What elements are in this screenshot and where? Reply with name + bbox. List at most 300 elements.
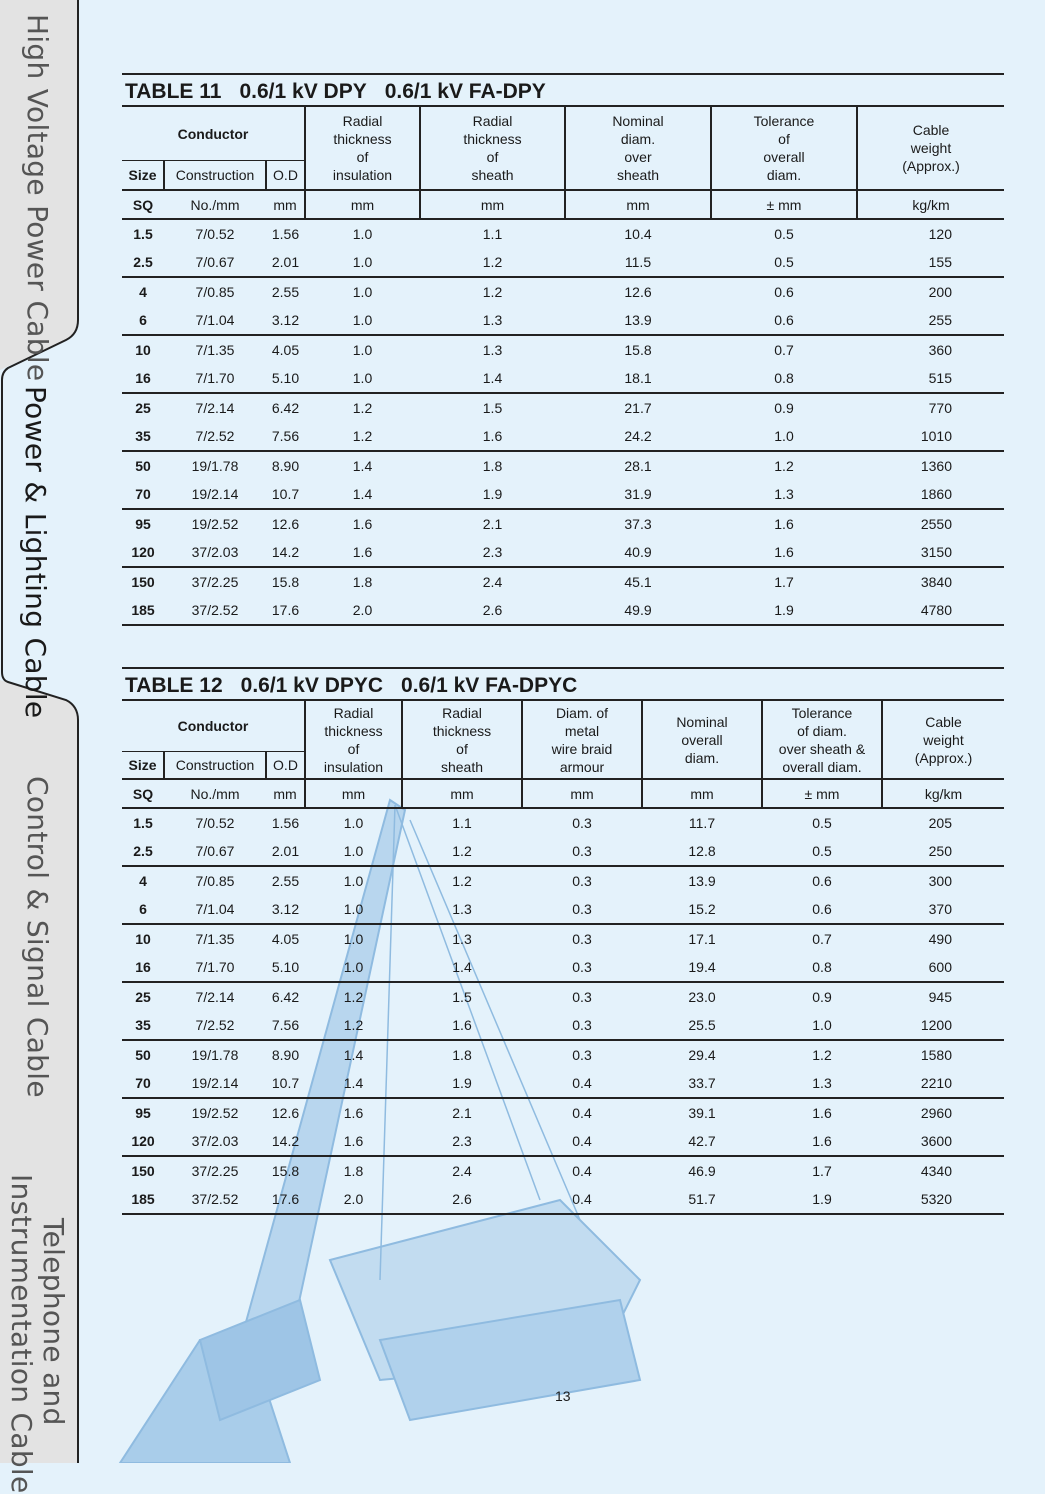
unit-tolerance: ± mm [762,779,882,808]
cell-size: 1.5 [133,815,153,831]
table-12-number: TABLE 12 [125,674,223,697]
unit-sq: SQ [122,779,164,808]
table-cell: 1.5 [452,989,472,1005]
cell-size: 10 [135,342,151,358]
cell-size: 150 [131,574,155,590]
col-tolerance-l3: over sheath & [778,740,866,757]
col-armour-l4: armour [559,758,605,775]
table-cell: 0.3 [572,815,592,831]
table-cell: 1.0 [711,422,857,451]
table-cell: 18.1 [565,364,711,393]
table-cell: 0.8 [711,364,857,393]
col-nominal-l3: diam. [684,749,720,766]
table-cell: 1580 [920,1047,952,1063]
table-row [122,277,1004,306]
table-cell: 49.9 [565,596,711,625]
table-cell: 51.7 [642,1185,762,1214]
col-conductor: Conductor [177,125,249,142]
table-cell: 770 [928,400,952,416]
cell-size: 4 [139,284,147,300]
table-row [122,480,1004,509]
table-cell: 1.56 [271,226,300,242]
table-cell: 0.5 [774,226,794,242]
cell-size: 35 [122,422,164,451]
table-cell: 29.4 [688,1047,716,1063]
col-sheath [402,701,522,779]
table-cell: 945 [928,989,952,1005]
table-cell: 0.3 [572,1047,592,1063]
table-cell: 0.4 [522,1127,642,1156]
table-cell: 7/1.04 [164,306,266,335]
table-cell: 2.55 [271,873,300,889]
table-cell: 0.3 [572,873,592,889]
table-cell: 37/2.52 [164,596,266,625]
table-cell: 7/0.52 [195,815,235,831]
table-row [122,1011,1004,1040]
table-cell: 1.3 [402,895,522,924]
table-cell: 23.0 [688,989,716,1005]
table-cell: 2.55 [271,284,300,300]
table-cell: 3.12 [266,895,305,924]
table-cell: 1.4 [402,953,522,982]
table-cell: 1.6 [420,422,565,451]
table-cell: 1.2 [343,989,364,1005]
table-row [122,837,1004,866]
table-cell: 1.0 [352,342,373,358]
table-cell: 7/0.85 [195,284,235,300]
table-12-section [122,667,1004,1215]
table-cell: 19/2.14 [164,1069,266,1098]
table-cell: 370 [882,895,1004,924]
table-cell: 2.01 [266,248,305,277]
table-cell: 1.3 [762,1069,882,1098]
table-cell: 0.4 [522,1069,642,1098]
table-cell: 1.8 [482,458,503,474]
cell-size: 95 [135,1105,151,1121]
table-cell: 14.2 [266,538,305,567]
unit-weight: kg/km [857,190,1004,219]
unit-sheath: mm [420,190,565,219]
table-cell: 2.1 [452,1105,472,1121]
table-cell: 1.1 [452,815,472,831]
table-cell: 24.2 [565,422,711,451]
col-nominal-l4: sheath [616,167,660,183]
col-tolerance-l3: overall [763,149,805,165]
table-cell: 250 [882,837,1004,866]
unit-sheath: mm [402,779,522,808]
table-cell: 0.5 [812,815,832,831]
table-cell: 120 [928,226,952,242]
table-cell: 2.4 [482,574,503,590]
cell-size: 185 [122,1185,164,1214]
cell-size: 16 [122,953,164,982]
table-cell: 5320 [882,1185,1004,1214]
table-cell: 2.0 [305,1185,402,1214]
unit-nominal: mm [642,779,762,808]
col-insulation-l4: insulation [323,758,384,775]
cell-size: 150 [131,1163,155,1179]
table-cell: 7/0.67 [164,248,266,277]
col-sheath-l2: thickness [432,722,492,739]
table-cell: 3.12 [266,306,305,335]
table-cell: 1.2 [812,1047,832,1063]
table-row [122,248,1004,277]
table-cell: 0.4 [572,1163,592,1179]
table-cell: 12.6 [624,284,652,300]
table-row [122,509,1004,538]
table-cell: 1.4 [305,1069,402,1098]
table-cell: 10.7 [266,480,305,509]
table-cell: 1.1 [482,226,503,242]
table-cell: 5.10 [266,364,305,393]
table-cell: 1.6 [711,538,857,567]
table-cell: 7/0.67 [164,837,266,866]
table-cell: 0.3 [572,931,592,947]
table-cell: 1.2 [402,837,522,866]
col-sheath-l1: Radial [472,113,513,129]
table-cell: 1010 [857,422,1004,451]
table-cell: 1.4 [305,480,420,509]
table-cell: 2.01 [266,837,305,866]
table-cell: 1.3 [452,931,472,947]
table-cell: 0.5 [762,837,882,866]
table-cell: 1.9 [762,1185,882,1214]
table-cell: 0.3 [572,989,592,1005]
table-row [122,982,1004,1011]
cell-size: 70 [122,480,164,509]
cell-size: 2.5 [122,248,164,277]
cell-size: 16 [122,364,164,393]
table-cell: 200 [928,284,952,300]
col-nominal-l3: over [624,149,652,165]
table-cell: 1.6 [343,1105,364,1121]
page-number: 13 [555,1388,571,1404]
table-cell: 0.3 [522,837,642,866]
table-cell: 1.0 [305,837,402,866]
table-cell: 1.7 [774,574,794,590]
col-size: Size [122,161,164,191]
table-cell: 1.0 [305,248,420,277]
section-sidebar [0,0,80,1494]
table-cell: 19/2.52 [191,516,239,532]
table-12-body [122,808,1004,1214]
cell-size: 120 [122,538,164,567]
tab-power-lighting-cable[interactable]: Power & Lighting Cable [19,386,52,719]
table-row [122,1185,1004,1214]
table-cell: 1.0 [352,284,373,300]
table-cell: 1.2 [305,1011,402,1040]
cell-size: 1.5 [133,226,153,242]
col-sheath-l4: sheath [440,758,484,775]
col-od: O.D [266,752,305,780]
table-cell: 46.9 [688,1163,716,1179]
table-cell: 17.6 [266,1185,305,1214]
col-tolerance-l4: overall diam. [782,758,862,775]
table-cell: 13.9 [565,306,711,335]
table-row [122,451,1004,480]
cell-size: 6 [122,895,164,924]
col-weight-l2: weight [910,140,952,156]
table-cell: 19/1.78 [191,1047,239,1063]
col-weight-l3: (Approx.) [914,749,973,766]
table-cell: 12.8 [642,837,762,866]
table-cell: 2210 [882,1069,1004,1098]
table-cell: 1.8 [352,574,373,590]
table-cell: 360 [928,342,952,358]
col-insulation-l2: thickness [333,131,392,147]
col-construction: Construction [164,161,266,191]
table-cell: 0.6 [812,873,832,889]
table-cell: 2.3 [420,538,565,567]
table-cell: 1.8 [452,1047,472,1063]
table-row [122,567,1004,596]
col-insulation-l4: insulation [332,167,393,183]
table-cell: 2.0 [305,596,420,625]
table-cell: 7/2.14 [195,989,235,1005]
table-cell: 17.1 [688,931,716,947]
col-od: O.D [266,161,305,191]
table-cell: 37/2.03 [164,1127,266,1156]
col-weight [882,701,1004,779]
table-cell: 2550 [920,516,952,532]
table-cell: 1.9 [711,596,857,625]
cell-size: 50 [135,1047,151,1063]
table-cell: 12.6 [271,1105,300,1121]
table-row [122,1127,1004,1156]
unit-sq: SQ [122,190,164,219]
table-cell: 15.2 [642,895,762,924]
table-cell: 0.3 [522,895,642,924]
col-insulation-l1: Radial [342,113,383,129]
table-11-title [122,73,1004,107]
col-sheath-l2: thickness [463,131,522,147]
table-cell: 1.2 [420,248,565,277]
table-cell: 14.2 [266,1127,305,1156]
tab-instrumentation-line2[interactable]: Instrumentation Cable [5,1174,38,1494]
table-cell: 1.9 [420,480,565,509]
table-cell: 4340 [920,1163,952,1179]
col-sheath-l4: sheath [471,167,514,183]
table-11-type-b: 0.6/1 kV FA-DPY [384,80,546,103]
col-insulation-l2: thickness [324,722,383,739]
col-sheath-l1: Radial [442,704,482,721]
col-construction: Construction [164,752,266,780]
table-cell: 1.0 [343,873,364,889]
col-armour [522,701,642,779]
table-cell: 15.8 [271,1163,300,1179]
table-cell: 1.0 [305,364,420,393]
cell-size: 4 [139,873,147,889]
cell-size: 120 [122,1127,164,1156]
table-cell: 12.6 [271,516,300,532]
unit-insulation: mm [305,779,402,808]
col-tolerance [762,701,882,779]
table-12-type-b: 0.6/1 kV FA-DPYC [401,674,578,697]
cell-size: 35 [122,1011,164,1040]
table-row [122,1156,1004,1185]
tab-telephone-line1[interactable]: Telephone and [37,1218,70,1426]
unit-weight: kg/km [882,779,1004,808]
unit-no-mm: No./mm [164,779,266,808]
unit-no-mm: No./mm [164,190,266,219]
table-cell: 25.5 [642,1011,762,1040]
table-cell: 1.9 [402,1069,522,1098]
table-12-type-a: 0.6/1 kV DPYC [240,674,384,697]
table-cell: 37/2.25 [191,1163,239,1179]
table-cell: 0.6 [711,306,857,335]
col-tolerance-l1: Tolerance [753,113,815,129]
table-cell: 7/1.70 [164,364,266,393]
table-cell: 5.10 [266,953,305,982]
table-cell: 1.2 [352,400,373,416]
table-cell: 2960 [920,1105,952,1121]
table-cell: 1.6 [812,1105,832,1121]
table-row [122,866,1004,895]
table-cell: 1.3 [420,306,565,335]
table-cell: 13.9 [688,873,716,889]
col-insulation [305,701,402,779]
table-row [122,393,1004,422]
col-armour-l3: wire braid [551,740,613,757]
table-cell: 37.3 [624,516,652,532]
table-cell: 7/1.35 [195,931,235,947]
table-cell: 1.2 [452,873,472,889]
table-cell: 8.90 [271,458,300,474]
col-size: Size [122,752,164,780]
table-cell: 1.6 [762,1127,882,1156]
table-row [122,1098,1004,1127]
table-cell: 1.0 [352,226,373,242]
table-cell: 7/2.14 [195,400,235,416]
table-cell: 515 [857,364,1004,393]
table-cell: 0.8 [762,953,882,982]
table-cell: 7/2.52 [164,422,266,451]
col-nominal-l1: Nominal [612,113,664,129]
table-cell: 300 [928,873,952,889]
cell-size: 95 [135,516,151,532]
cell-size: 10 [135,931,151,947]
table-cell: 11.7 [688,815,716,831]
tab-high-voltage-power-cable[interactable]: High Voltage Power Cable [21,14,54,382]
table-cell: 10.4 [624,226,652,242]
table-cell: 0.3 [522,953,642,982]
table-cell: 7.56 [266,422,305,451]
table-cell: 1.0 [305,953,402,982]
table-row [122,895,1004,924]
table-cell: 0.6 [774,284,794,300]
units-row [122,779,1004,808]
table-cell: 6.42 [271,989,300,1005]
table-cell: 255 [857,306,1004,335]
table-cell: 1.6 [774,516,794,532]
col-insulation-l1: Radial [333,704,374,721]
cell-size: 6 [122,306,164,335]
unit-tolerance: ± mm [711,190,857,219]
table-cell: 45.1 [624,574,652,590]
table-cell: 1.0 [762,1011,882,1040]
table-cell: 1.2 [774,458,794,474]
table-cell: 7/0.85 [195,873,235,889]
table-cell: 1.2 [482,284,503,300]
unit-nominal: mm [565,190,711,219]
col-nominal-overall [642,701,762,779]
table-11-section [122,73,1004,626]
table-cell: 39.1 [688,1105,716,1121]
tab-control-signal-cable[interactable]: Control & Signal Cable [21,776,54,1098]
col-tolerance-l2: of diam. [797,722,847,739]
table-cell: 1.6 [305,1127,402,1156]
cell-size: 2.5 [122,837,164,866]
table-row [122,219,1004,248]
col-sheath [420,107,565,190]
table-cell: 7/1.04 [164,895,266,924]
table-row [122,1040,1004,1069]
col-weight [857,107,1004,190]
table-cell: 1.8 [343,1163,364,1179]
table-cell: 0.7 [774,342,794,358]
table-cell: 40.9 [565,538,711,567]
table-cell: 1.6 [402,1011,522,1040]
table-cell: 17.6 [266,596,305,625]
table-11 [122,107,1004,626]
col-nominal-l2: diam. [620,131,656,147]
table-cell: 1.3 [482,342,503,358]
col-weight-l1: Cable [912,122,950,138]
col-conductor: Conductor [177,718,249,734]
table-cell: 19.4 [642,953,762,982]
table-row [122,306,1004,335]
table-cell: 3150 [857,538,1004,567]
table-cell: 37/2.52 [164,1185,266,1214]
table-cell: 2.3 [402,1127,522,1156]
table-cell: 1.56 [271,815,300,831]
table-cell: 1.4 [352,458,373,474]
table-cell: 6.42 [271,400,300,416]
table-cell: 1.6 [305,538,420,567]
table-cell: 37/2.03 [164,538,266,567]
table-11-body [122,219,1004,625]
table-row [122,596,1004,625]
table-row [122,1069,1004,1098]
table-cell: 0.5 [711,248,857,277]
unit-insulation: mm [305,190,420,219]
col-nominal-l1: Nominal [676,713,728,730]
table-cell: 600 [882,953,1004,982]
table-cell: 1.4 [343,1047,364,1063]
table-12-title [122,667,1004,701]
table-cell: 33.7 [642,1069,762,1098]
col-weight-l2: weight [923,731,964,748]
table-cell: 0.6 [762,895,882,924]
table-cell: 0.9 [812,989,832,1005]
table-row [122,335,1004,364]
table-row [122,364,1004,393]
table-cell: 1.5 [482,400,503,416]
table-cell: 1.4 [420,364,565,393]
table-cell: 0.4 [572,1105,592,1121]
col-insulation [305,107,420,190]
table-cell: 7/2.52 [164,1011,266,1040]
table-cell: 3600 [882,1127,1004,1156]
table-cell: 1.7 [812,1163,832,1179]
table-cell: 42.7 [642,1127,762,1156]
table-row [122,422,1004,451]
table-cell: 1.0 [305,895,402,924]
table-cell: 1.2 [305,422,420,451]
col-weight-l3: (Approx.) [902,158,960,174]
table-cell: 7/1.35 [195,342,235,358]
col-sheath-l3: of [456,740,468,757]
